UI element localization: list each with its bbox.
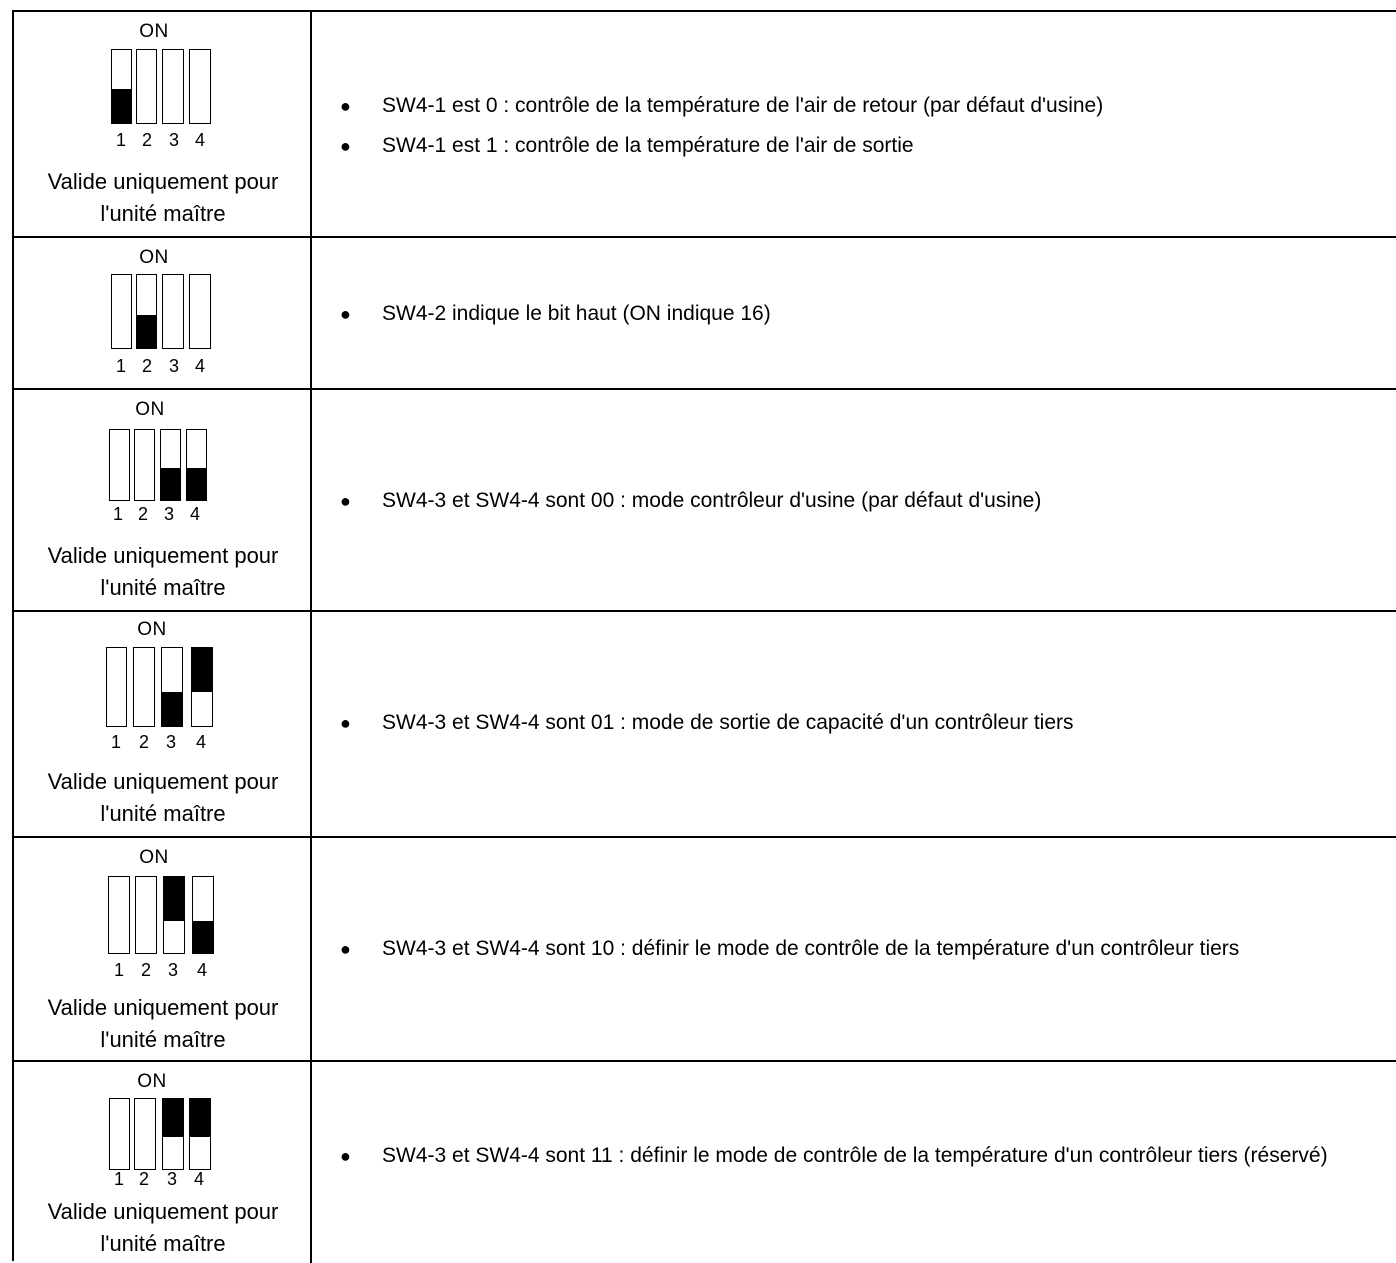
- dip-switch-4: [189, 49, 211, 124]
- switch-number: 1: [113, 960, 124, 980]
- switch-lever: [190, 1099, 210, 1137]
- bullet-item: [340, 131, 1388, 161]
- switch-number: 1: [112, 504, 123, 524]
- dip-switch-3: [161, 647, 183, 727]
- switch-number: 4: [195, 732, 206, 752]
- switch-lever: [164, 877, 184, 921]
- switch-number: 3: [163, 504, 174, 524]
- on-label: ON: [139, 247, 169, 268]
- switch-number: 4: [196, 960, 207, 980]
- switch-number: 1: [115, 130, 126, 150]
- bullet-list: [340, 299, 1388, 339]
- switch-number: 2: [141, 130, 152, 150]
- dip-switch-4: [189, 274, 211, 349]
- note-line: l'unité maître: [100, 201, 226, 226]
- switch-lever: [112, 89, 131, 123]
- description-cell: [312, 12, 1396, 236]
- switch-cell: [14, 1062, 312, 1263]
- switch-number: 3: [165, 732, 176, 752]
- switch-number: 1: [110, 732, 121, 752]
- bullet-text: SW4-3 et SW4-4 sont 01 : mode de sortie de capacité d'un contrôleur tiers: [382, 711, 1074, 734]
- switch-cell: [14, 612, 312, 836]
- master-unit-note: [14, 992, 312, 1056]
- bullet-item: [340, 91, 1388, 121]
- dip-switch-3: [162, 274, 184, 349]
- switch-number: 3: [168, 356, 179, 376]
- bullet-dot: ●: [340, 1146, 351, 1166]
- bullet-dot: ●: [340, 713, 351, 733]
- note-line: Valide uniquement pour: [47, 169, 279, 194]
- switch-number: 2: [137, 504, 148, 524]
- dip-switch-1: [108, 876, 130, 954]
- switch-number: 2: [138, 732, 149, 752]
- switch-lever: [192, 648, 212, 692]
- switch-number: 2: [141, 356, 152, 376]
- master-unit-note: [14, 166, 312, 230]
- bullet-item: [340, 1141, 1388, 1171]
- bullet-list: [340, 708, 1388, 748]
- on-label: ON: [137, 1071, 167, 1092]
- master-unit-note: [14, 1196, 312, 1260]
- switch-cell: [14, 390, 312, 610]
- description-cell: [312, 1062, 1396, 1263]
- note-line: Valide uniquement pour: [47, 1199, 279, 1224]
- note-line: l'unité maître: [100, 801, 226, 826]
- note-line: Valide uniquement pour: [47, 769, 279, 794]
- switch-number: 4: [189, 504, 200, 524]
- table-row: [14, 238, 1396, 390]
- dip-switch-3: [162, 1098, 184, 1170]
- switch-lever: [137, 315, 156, 348]
- switch-number: 2: [138, 1169, 149, 1189]
- dip-switch-table: [12, 10, 1396, 1261]
- description-cell: [312, 390, 1396, 610]
- bullet-list: [340, 1141, 1388, 1181]
- table-row: [14, 838, 1396, 1062]
- dip-switch-1: [109, 1098, 130, 1170]
- note-line: Valide uniquement pour: [47, 543, 279, 568]
- bullet-item: [340, 934, 1388, 964]
- on-label: ON: [139, 847, 169, 868]
- bullet-text: SW4-3 et SW4-4 sont 10 : définir le mode de contrôle de la température d'un contrôleur tiers: [382, 937, 1240, 960]
- note-line: l'unité maître: [100, 1027, 226, 1052]
- bullet-list: [340, 91, 1388, 171]
- bullet-dot: ●: [340, 939, 351, 959]
- bullet-item: [340, 299, 1388, 329]
- switch-cell: [14, 238, 312, 388]
- switch-lever: [161, 468, 180, 500]
- switch-number: 2: [140, 960, 151, 980]
- dip-switch-2: [135, 876, 157, 954]
- switch-number: 3: [168, 130, 179, 150]
- table-row: [14, 12, 1396, 238]
- dip-switch-4: [186, 429, 207, 501]
- dip-switch-4: [192, 876, 214, 954]
- bullet-list: [340, 486, 1388, 526]
- bullet-text: SW4-3 et SW4-4 sont 00 : mode contrôleur d'usine (par défaut d'usine): [382, 489, 1042, 512]
- dip-switch-3: [163, 876, 185, 954]
- dip-switch-2: [134, 1098, 156, 1170]
- dip-switch-4: [191, 647, 213, 727]
- on-label: ON: [135, 399, 165, 420]
- bullet-text: SW4-1 est 1 : contrôle de la température de l'air de sortie: [382, 134, 914, 157]
- dip-switch-3: [162, 49, 184, 124]
- dip-switch-2: [136, 274, 157, 349]
- bullet-dot: ●: [340, 491, 351, 511]
- switch-lever: [187, 468, 206, 500]
- table-row: [14, 1062, 1396, 1263]
- bullet-dot: ●: [340, 96, 351, 116]
- bullet-item: [340, 708, 1388, 738]
- dip-switch-2: [136, 49, 157, 124]
- switch-number: 4: [194, 356, 205, 376]
- master-unit-note: [14, 766, 312, 830]
- description-cell: [312, 838, 1396, 1060]
- switch-number: 1: [115, 356, 126, 376]
- dip-switch-4: [189, 1098, 211, 1170]
- switch-cell: [14, 12, 312, 236]
- table-row: [14, 612, 1396, 838]
- bullet-text: SW4-1 est 0 : contrôle de la température de l'air de retour (par défaut d'usine): [382, 94, 1104, 117]
- note-line: Valide uniquement pour: [47, 995, 279, 1020]
- bullet-item: [340, 486, 1388, 516]
- dip-switch-2: [134, 429, 155, 501]
- switch-number: 4: [193, 1169, 204, 1189]
- dip-switch-3: [160, 429, 181, 501]
- bullet-text: SW4-2 indique le bit haut (ON indique 16): [382, 302, 771, 325]
- note-line: l'unité maître: [100, 575, 226, 600]
- note-line: l'unité maître: [100, 1231, 226, 1256]
- on-label: ON: [139, 21, 169, 42]
- dip-switch-1: [111, 49, 132, 124]
- switch-number: 1: [113, 1169, 124, 1189]
- switch-lever: [193, 921, 213, 953]
- switch-number: 4: [194, 130, 205, 150]
- bullet-dot: ●: [340, 136, 351, 156]
- on-label: ON: [137, 619, 167, 640]
- dip-switch-2: [133, 647, 155, 727]
- dip-switch-1: [106, 647, 127, 727]
- bullet-dot: ●: [340, 304, 351, 324]
- bullet-list: [340, 934, 1388, 974]
- bullet-text: SW4-3 et SW4-4 sont 11 : définir le mode de contrôle de la température d'un contrôleur tiers (réservé): [382, 1144, 1328, 1167]
- dip-switch-1: [109, 429, 130, 501]
- switch-number: 3: [167, 960, 178, 980]
- dip-switch-1: [111, 274, 132, 349]
- table-row: [14, 390, 1396, 612]
- switch-lever: [163, 1099, 183, 1137]
- switch-cell: [14, 838, 312, 1060]
- switch-lever: [162, 692, 182, 726]
- description-cell: [312, 612, 1396, 836]
- description-cell: [312, 238, 1396, 388]
- master-unit-note: [14, 540, 312, 604]
- switch-number: 3: [166, 1169, 177, 1189]
